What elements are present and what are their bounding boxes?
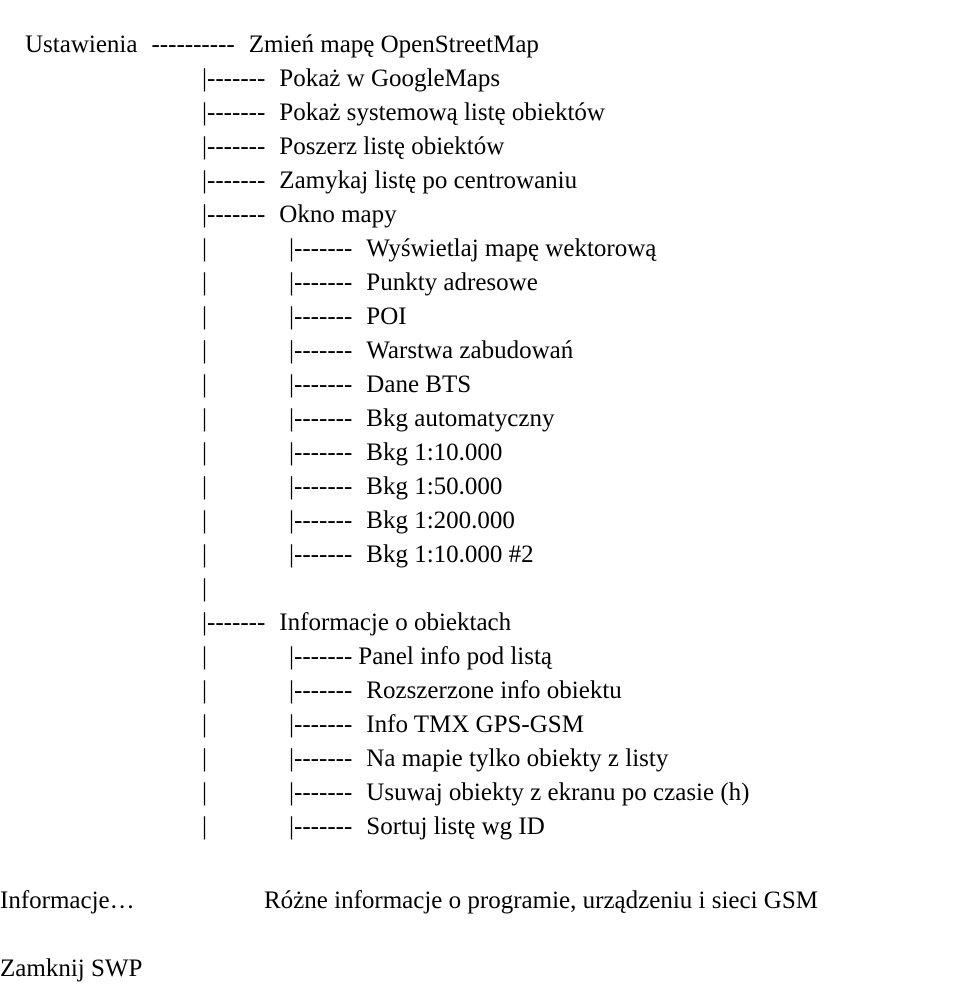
tree-pipe: | (202, 643, 208, 670)
tree-pipe: | (202, 575, 208, 602)
tree-pipe: | (289, 813, 295, 840)
tree-connector: ------- (294, 303, 353, 330)
tree-pipe: | (202, 541, 208, 568)
menu-item-zamknij[interactable]: Zamknij SWP (0, 955, 143, 982)
tree-pipe: | (202, 405, 208, 432)
tree-pipe: | (289, 371, 295, 398)
menu-item-pokaz-systemowa-liste[interactable]: Pokaż systemową listę obiektów (279, 99, 605, 126)
tree-connector: ------- (294, 439, 353, 466)
menu-item-zmien-mape[interactable]: Zmień mapę OpenStreetMap (248, 31, 539, 58)
menu-item-informacje-o-obiektach[interactable]: Informacje o obiektach (279, 609, 512, 636)
submenu-item-poi[interactable]: POI (366, 303, 407, 330)
tree-pipe: | (202, 167, 208, 194)
tree-connector: ------- (294, 779, 353, 806)
tree-pipe: | (289, 303, 295, 330)
tree-pipe: | (202, 779, 208, 806)
tree-pipe: | (202, 337, 208, 364)
tree-pipe: | (202, 677, 208, 704)
tree-pipe: | (289, 677, 295, 704)
submenu-item-dane-bts[interactable]: Dane BTS (366, 371, 472, 398)
tree-pipe: | (289, 745, 295, 772)
tree-connector: ------- (207, 201, 266, 228)
tree-connector: ------- (207, 99, 266, 126)
submenu-item-sortuj-liste[interactable]: Sortuj listę wg ID (366, 813, 545, 840)
tree-pipe: | (202, 439, 208, 466)
tree-pipe: | (202, 99, 208, 126)
menu-item-okno-mapy[interactable]: Okno mapy (279, 201, 397, 228)
submenu-item-bkg-10000-2[interactable]: Bkg 1:10.000 #2 (366, 541, 534, 568)
tree-connector: ------- (294, 269, 353, 296)
menu-item-pokaz-googlemaps[interactable]: Pokaż w GoogleMaps (279, 65, 501, 92)
tree-connector: ------- (294, 371, 353, 398)
submenu-item-tylko-obiekty-z-listy[interactable]: Na mapie tylko obiekty z listy (366, 745, 669, 772)
submenu-item-info-tmx[interactable]: Info TMX GPS-GSM (366, 711, 584, 738)
tree-pipe: | (289, 643, 295, 670)
tree-pipe: | (289, 473, 295, 500)
tree-pipe: | (202, 133, 208, 160)
tree-connector: ------- (294, 507, 353, 534)
root-label: Ustawienia (25, 31, 138, 58)
menu-item-zamykaj-liste[interactable]: Zamykaj listę po centrowaniu (279, 167, 578, 194)
tree-connector: ------- (294, 813, 353, 840)
tree-pipe: | (202, 201, 208, 228)
tree-pipe: | (289, 269, 295, 296)
tree-connector: ------- (294, 405, 353, 432)
tree-pipe: | (202, 813, 208, 840)
tree-pipe: | (202, 235, 208, 262)
tree-pipe: | (202, 371, 208, 398)
tree-pipe: | (202, 303, 208, 330)
tree-connector: ------- (294, 235, 353, 262)
submenu-item-rozszerzone-info[interactable]: Rozszerzone info obiektu (366, 677, 622, 704)
tree-pipe: | (289, 507, 295, 534)
tree-pipe: | (202, 507, 208, 534)
tree-connector: ------- (294, 711, 353, 738)
tree-connector: ------- (294, 473, 353, 500)
tree-connector: ------- (294, 643, 353, 670)
tree-pipe: | (289, 405, 295, 432)
tree-pipe: | (289, 337, 295, 364)
submenu-item-panel-info[interactable]: Panel info pod listą (358, 643, 553, 670)
submenu-item-bkg-automatyczny[interactable]: Bkg automatyczny (366, 405, 555, 432)
tree-pipe: | (202, 65, 208, 92)
informacje-description: Różne informacje o programie, urządzeniu i sieci GSM (264, 887, 818, 914)
tree-connector: ------- (207, 133, 266, 160)
tree-pipe: | (202, 473, 208, 500)
tree-pipe: | (289, 711, 295, 738)
submenu-item-mapa-wektorowa[interactable]: Wyświetlaj mapę wektorową (366, 235, 657, 262)
root-connector: ---------- (151, 31, 235, 58)
tree-pipe: | (202, 745, 208, 772)
tree-connector: ------- (207, 167, 266, 194)
tree-connector: ------- (294, 337, 353, 364)
submenu-item-punkty-adresowe[interactable]: Punkty adresowe (366, 269, 538, 296)
tree-row (177, 782, 207, 872)
tree-connector: ------- (294, 745, 353, 772)
tree-connector: ------- (207, 609, 266, 636)
tree-pipe: | (202, 269, 208, 296)
tree-pipe: | (202, 609, 208, 636)
tree-pipe: | (289, 541, 295, 568)
submenu-item-warstwa-zabudowan[interactable]: Warstwa zabudowań (366, 337, 574, 364)
menu-item-poszerz-liste[interactable]: Poszerz listę obiektów (279, 133, 505, 160)
tree-row (264, 782, 545, 872)
submenu-item-usuwaj-obiekty[interactable]: Usuwaj obiekty z ekranu po czasie (h) (366, 779, 750, 806)
submenu-item-bkg-10000[interactable]: Bkg 1:10.000 (366, 439, 503, 466)
tree-pipe: | (289, 779, 295, 806)
menu-item-informacje[interactable]: Informacje… (0, 887, 135, 914)
submenu-item-bkg-50000[interactable]: Bkg 1:50.000 (366, 473, 503, 500)
submenu-item-bkg-200000[interactable]: Bkg 1:200.000 (366, 507, 515, 534)
tree-pipe: | (289, 235, 295, 262)
tree-pipe: | (289, 439, 295, 466)
tree-pipe: | (202, 711, 208, 738)
tree-connector: ------- (294, 541, 353, 568)
tree-connector: ------- (294, 677, 353, 704)
tree-connector: ------- (207, 65, 266, 92)
